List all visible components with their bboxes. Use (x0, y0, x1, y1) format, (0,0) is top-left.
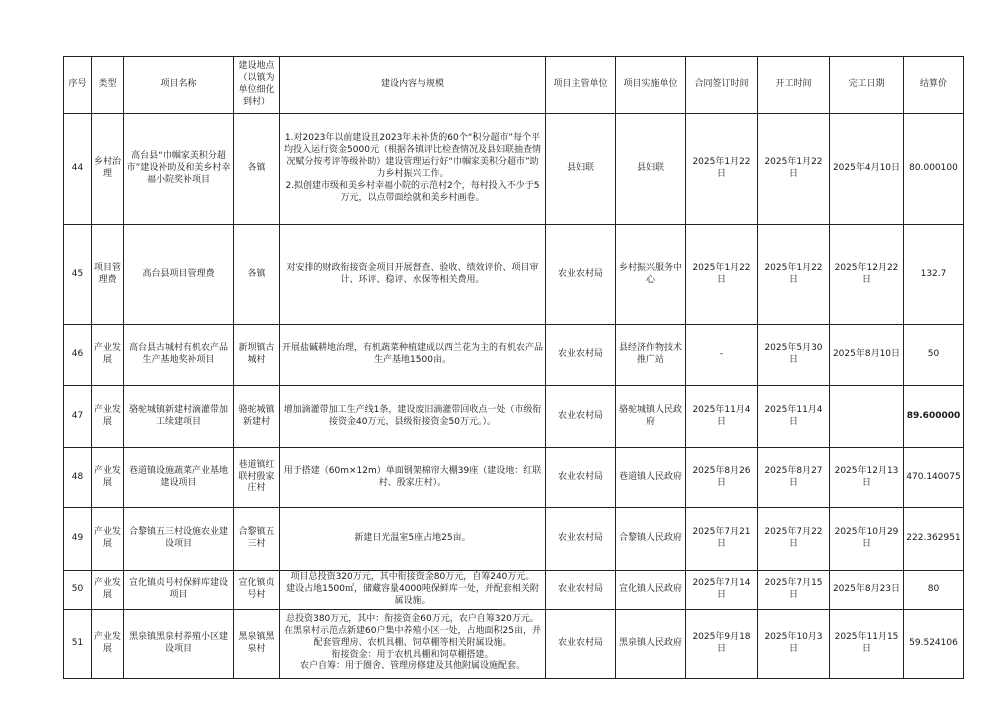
table-body (64, 114, 964, 679)
cell-finish: 2025年12月13日 (830, 448, 904, 508)
cell-settlement: 132.7 (904, 225, 964, 325)
table-row (64, 448, 964, 508)
content-line: 对安排的财政衔接资金项目开展督查、验收、绩效评价、项目审计、环评、稳评、水保等相关费用。 (286, 262, 539, 285)
cell-seq: 50 (64, 571, 92, 610)
cell-settlement: 80.000100 (904, 114, 964, 225)
cell-seq: 48 (64, 448, 92, 508)
cell-start: 2025年8月27日 (758, 448, 830, 508)
cell-finish: 2025年11月15日 (830, 609, 904, 678)
header-seq: 序号 (64, 57, 92, 114)
cell-settlement: 222.362951 (904, 508, 964, 571)
cell-contract: 2025年7月14日 (686, 571, 758, 610)
cell-seq: 46 (64, 325, 92, 386)
cell-start: 2025年11月4日 (758, 386, 830, 448)
header-supervisor: 项目主管单位 (546, 57, 616, 114)
cell-type: 产业发展 (92, 448, 124, 508)
cell-start: 2025年5月30日 (758, 325, 830, 386)
cell-type: 项目管理费 (92, 225, 124, 325)
cell-location: 巷道镇红联村殷家庄村 (234, 448, 280, 508)
cell-seq: 44 (64, 114, 92, 225)
cell-finish: 2025年8月10日 (830, 325, 904, 386)
cell-supervisor: 农业农村局 (546, 386, 616, 448)
table-row (64, 609, 964, 678)
cell-type: 产业发展 (92, 386, 124, 448)
cell-start: 2025年10月3日 (758, 609, 830, 678)
header-type: 类型 (92, 57, 124, 114)
header-finish: 完工日期 (830, 57, 904, 114)
cell-finish (830, 386, 904, 448)
cell-location: 新坝镇古城村 (234, 325, 280, 386)
content-line: 建设占地1500㎡，储藏容量4000吨保鲜库一处，并配套相关附属设施。 (286, 583, 539, 606)
cell-settlement: 470.140075 (904, 448, 964, 508)
header-implementer: 项目实施单位 (616, 57, 686, 114)
cell-contract: 2025年9月18日 (686, 609, 758, 678)
header-location: 建设地点（以镇为单位细化到村） (234, 57, 280, 114)
cell-implementer: 县妇联 (616, 114, 686, 225)
content-line: 1.对2023年以前建设且2023年未补货的60个“积分超市”每个平均投入运行资金5000元（根据各镇评比检查情况及县妇联抽查情况赋分按考评等级补助）建设管理运行好“巾帼家美积分超市”助力乡村振兴工作。 (284, 133, 541, 179)
cell-contract: 2025年8月26日 (686, 448, 758, 508)
content-line: 开展盐碱耕地治理，有机蔬菜种植建成以西兰花为主的有机农产品生产基地1500亩。 (282, 343, 544, 365)
content-line: 项目总投资320万元，其中衔接资金80万元，自筹240万元。 (290, 572, 535, 582)
cell-location: 各镇 (234, 114, 280, 225)
cell-seq: 49 (64, 508, 92, 571)
cell-supervisor: 农业农村局 (546, 448, 616, 508)
cell-finish: 2025年4月10日 (830, 114, 904, 225)
cell-name: 高台县古城村有机农产品生产基地奖补项目 (124, 325, 234, 386)
cell-content (280, 571, 546, 610)
content-lines (282, 466, 543, 490)
cell-name: 高台县项目管理费 (124, 225, 234, 325)
cell-seq: 45 (64, 225, 92, 325)
cell-content (280, 609, 546, 678)
table-row (64, 325, 964, 386)
cell-start: 2025年7月22日 (758, 508, 830, 571)
table-row (64, 508, 964, 571)
cell-settlement: 59.524106 (904, 609, 964, 678)
content-lines (282, 572, 543, 608)
table-row (64, 386, 964, 448)
cell-contract: 2025年1月22日 (686, 114, 758, 225)
cell-type: 产业发展 (92, 325, 124, 386)
header-start: 开工时间 (758, 57, 830, 114)
content-lines (282, 263, 543, 287)
cell-name: 合黎镇五三村设施农业建设项目 (124, 508, 234, 571)
cell-location: 宣化镇贞号村 (234, 571, 280, 610)
cell-implementer: 骆驼城镇人民政府 (616, 386, 686, 448)
cell-seq: 47 (64, 386, 92, 448)
cell-finish: 2025年8月23日 (830, 571, 904, 610)
content-line: 2.拟创建市级和美乡村幸福小院的示范村2个，每村投入不少于5万元，以点带面绘就和美乡村画卷。 (285, 180, 540, 203)
cell-type: 产业发展 (92, 609, 124, 678)
content-lines (282, 405, 543, 429)
cell-implementer: 巷道镇人民政府 (616, 448, 686, 508)
project-table (63, 56, 964, 679)
cell-name: 黑泉镇黑泉村养殖小区建设项目 (124, 609, 234, 678)
cell-start: 2025年1月22日 (758, 225, 830, 325)
cell-content (280, 225, 546, 325)
cell-finish: 2025年10月29日 (830, 508, 904, 571)
cell-implementer: 县经济作物技术推广站 (616, 325, 686, 386)
header-content: 建设内容与规模 (280, 57, 546, 114)
cell-settlement: 50 (904, 325, 964, 386)
cell-type: 产业发展 (92, 571, 124, 610)
cell-contract: - (686, 325, 758, 386)
cell-content (280, 448, 546, 508)
cell-contract: 2025年1月22日 (686, 225, 758, 325)
header-settlement: 结算价 (904, 57, 964, 114)
table-row (64, 114, 964, 225)
content-lines (282, 614, 543, 673)
cell-contract: 2025年11月4日 (686, 386, 758, 448)
cell-seq: 51 (64, 609, 92, 678)
cell-supervisor: 农业农村局 (546, 325, 616, 386)
cell-supervisor: 农业农村局 (546, 609, 616, 678)
cell-content (280, 114, 546, 225)
cell-location: 各镇 (234, 225, 280, 325)
cell-contract: 2025年7月21日 (686, 508, 758, 571)
cell-type: 产业发展 (92, 508, 124, 571)
table-row (64, 571, 964, 610)
table-header-row (64, 57, 964, 114)
cell-supervisor: 县妇联 (546, 114, 616, 225)
cell-start: 2025年1月22日 (758, 114, 830, 225)
content-lines (282, 343, 543, 367)
cell-content (280, 508, 546, 571)
cell-implementer: 乡村振兴服务中心 (616, 225, 686, 325)
cell-supervisor: 农业农村局 (546, 508, 616, 571)
table-row (64, 225, 964, 325)
cell-name: 骆驼城镇新建村滴灌带加工续建项目 (124, 386, 234, 448)
cell-implementer: 宣化镇人民政府 (616, 571, 686, 610)
cell-content (280, 386, 546, 448)
content-lines (282, 133, 543, 204)
cell-settlement: 89.600000 (904, 386, 964, 448)
header-contract: 合同签订时间 (686, 57, 758, 114)
cell-content (280, 325, 546, 386)
cell-implementer: 黑泉镇人民政府 (616, 609, 686, 678)
cell-name: 宣化镇贞号村保鲜库建设项目 (124, 571, 234, 610)
cell-location: 骆驼城镇新建村 (234, 386, 280, 448)
cell-location: 合黎镇五三村 (234, 508, 280, 571)
header-name: 项目名称 (124, 57, 234, 114)
cell-location: 黑泉镇黑泉村 (234, 609, 280, 678)
content-line: 农户自筹：用于圈舍、管理房修建及其他附属设施配套。 (299, 661, 525, 672)
cell-supervisor: 农业农村局 (546, 571, 616, 610)
cell-name: 巷道镇设施蔬菜产业基地建设项目 (124, 448, 234, 508)
cell-start: 2025年7月15日 (758, 571, 830, 610)
content-line: 在黑泉村示范点新建60户集中养殖小区一处，占地面积25亩，并配套管理房、农机具棚、饲草棚等相关附属设施。 (284, 625, 541, 648)
content-line: 增加滴灌带加工生产线1条，建设废旧滴灌带回收点一处（市级衔接资金40万元，县级衔接资金50万元。）。 (283, 404, 542, 427)
content-lines (282, 533, 543, 545)
cell-finish: 2025年12月22日 (830, 225, 904, 325)
cell-settlement: 80 (904, 571, 964, 610)
content-line: 衔接资金：用于农机具棚和饲草棚搭建。 (331, 649, 494, 660)
cell-supervisor: 农业农村局 (546, 225, 616, 325)
cell-type: 乡村治理 (92, 114, 124, 225)
content-line: 新建日光温室5座占地25亩。 (354, 533, 471, 544)
cell-name: 高台县“巾帼家美积分超市”建设补助及和美乡村幸福小院奖补项目 (124, 114, 234, 225)
cell-implementer: 合黎镇人民政府 (616, 508, 686, 571)
content-line: 总投资380万元，其中：衔接资金60万元，农户自筹320万元。 (286, 613, 539, 624)
content-line: 用于搭建（60m×12m）单面钢架棉帘大棚39座（建设地：红联村、殷家庄村）。 (283, 465, 542, 488)
